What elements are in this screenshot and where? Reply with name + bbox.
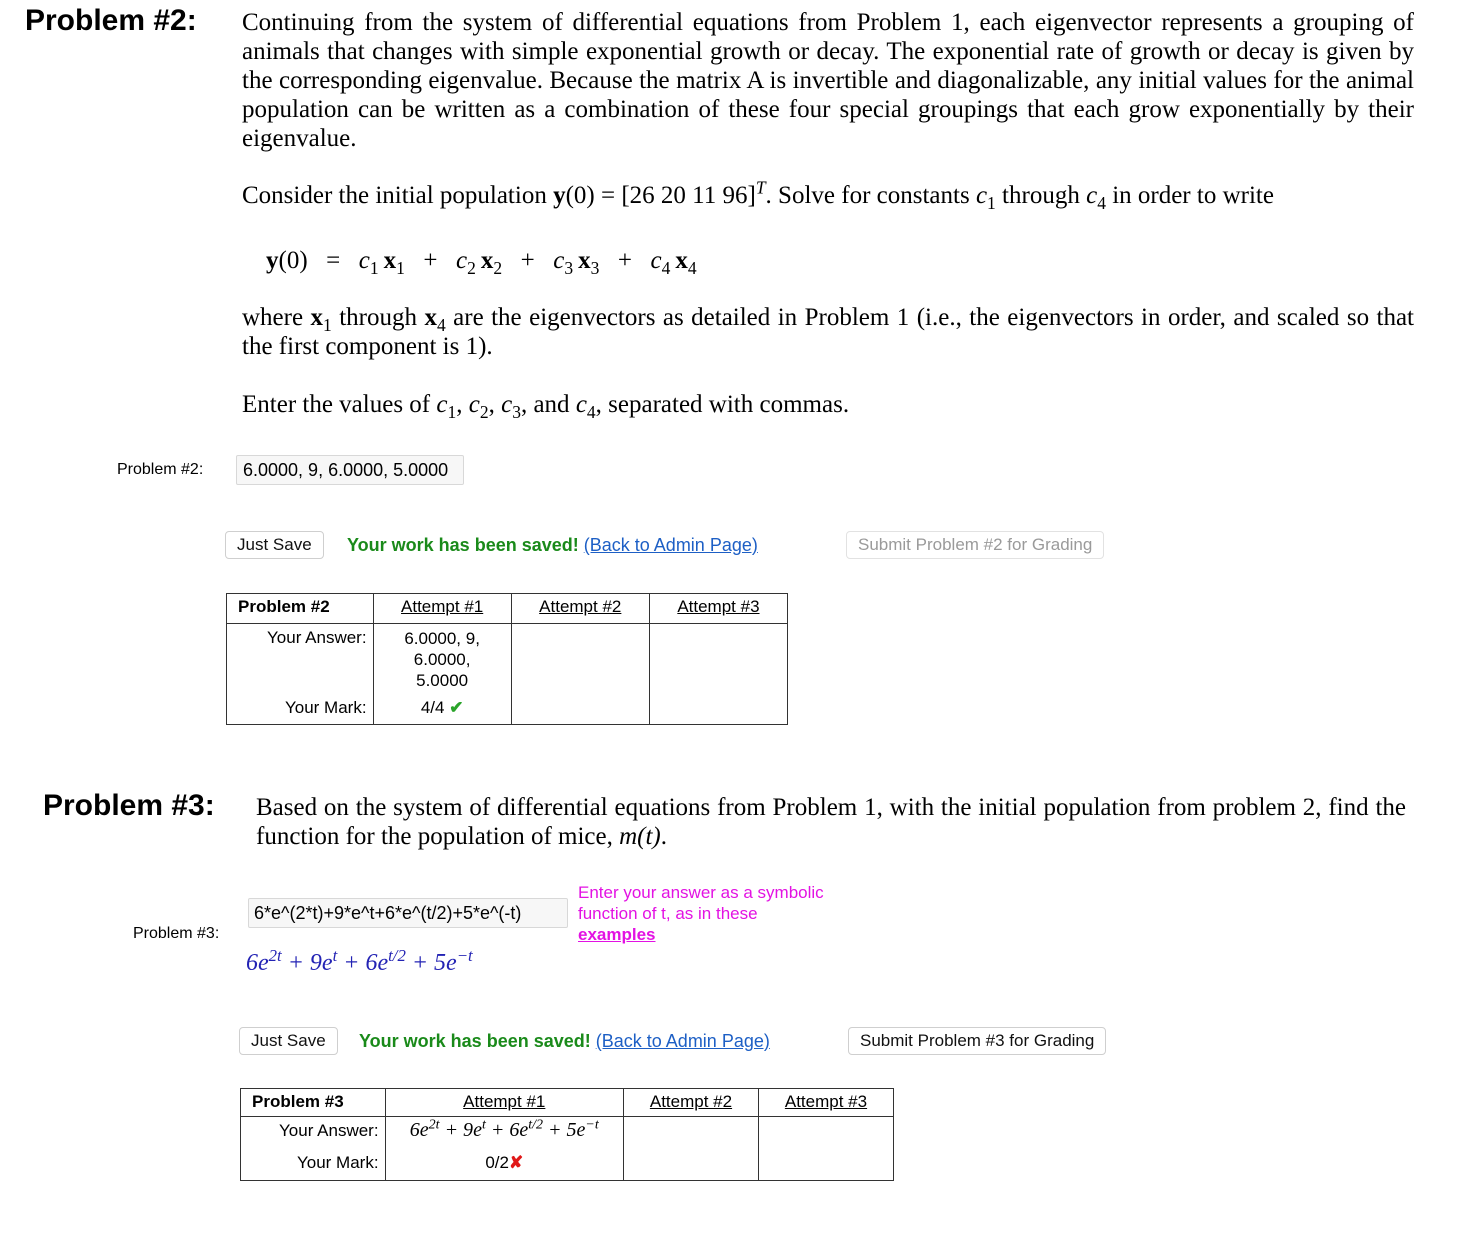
mark-label: Your Mark: [227, 696, 374, 725]
attempt-3-link[interactable]: Attempt #3 [784, 1092, 868, 1111]
check-icon: ✔ [449, 697, 464, 717]
attempt-2-link[interactable]: Attempt #2 [649, 1092, 733, 1111]
text: through [331, 304, 425, 331]
text: and [527, 391, 576, 418]
table-title: Problem #3 [241, 1089, 386, 1117]
problem-2-equation: $y(0) = c_1$ $x_1 + c_2$ $x_2 + c_3$ $x_3 + c_4$ $x_4$ [266, 247, 697, 278]
text: , separated with commas. [595, 391, 850, 418]
saved-message [359, 1031, 770, 1052]
problem-3-heading: Problem #3: [43, 789, 215, 822]
problem-2-instructions: Enter the values of $c_1$, $c_2$, $c_3$, and $c_4$, separated with commas. [242, 391, 850, 422]
answer-label: Your Answer: [227, 624, 374, 696]
problem-2-description [242, 8, 1414, 153]
problem-2-attempts-table [226, 593, 788, 725]
transpose-sup: T [755, 177, 766, 198]
function-m-t: m(t) [619, 823, 661, 850]
problem-2-where: where $x_1$ through $x_4$ are the eigenvectors as detailed in Problem 1 (i.e., the eigenvectors in order, and scaled so that the first component is 1). [242, 304, 1414, 360]
problem-2-initial-population: Consider the initial population y(0) = [26 20 11 96]$^T$. Solve for constants $c_1$ through $c_4$ in order to write [242, 177, 1274, 213]
answer-hint [578, 882, 824, 945]
text: are the eigenvectors as detailed in Problem 1 (i.e., the eigenvectors in order, and scaled so that the first component is 1). [242, 304, 1414, 360]
back-to-admin-link[interactable]: (Back to Admin Page) [595, 1031, 770, 1051]
text: in order to write [1105, 182, 1274, 209]
examples-link[interactable]: examples [578, 925, 656, 944]
problem-3-input-label: Problem #3: [133, 925, 220, 942]
attempt-2-link[interactable]: Attempt #2 [539, 597, 622, 616]
answer-line: 5.0000 [416, 671, 469, 690]
back-to-admin-link[interactable]: (Back to Admin Page) [583, 535, 758, 555]
problem-3-attempts-table [240, 1088, 894, 1181]
attempt-1-mark [385, 1151, 623, 1181]
text: through [995, 182, 1087, 209]
saved-text: Your work has been saved! [347, 535, 579, 555]
problem-3-paragraph: Based on the system of differential equations from Problem 1, with the initial population from problem 2, find the function for the population of mice, [256, 794, 1406, 850]
just-save-button[interactable]: Just Save [225, 531, 324, 559]
attempt-1-answer [373, 624, 511, 696]
problem-2-heading: Problem #2: [25, 4, 197, 37]
rendered-answer-preview: $6e^{2t} + 9e^t + 6e^{t/2} + 5e^{-t}$ [246, 946, 473, 976]
text: where [242, 304, 311, 331]
initial-vector: (0) = [26 20 11 96] [565, 182, 756, 209]
problem-2-paragraph: Continuing from the system of differential equations from Problem 1, each eigenvector represents a grouping of animals that changes with simple exponential growth or decay. The exponential rate of growth or decay is given by the corresponding eigenvalue. Because the matrix A is invertible and diagonalizable, any initial values for the animal population can be written as a combination of these four special groupings that each grow exponentially by their eigenvalue. [242, 9, 1414, 152]
answer-line: 6.0000, [413, 650, 471, 669]
mark-label: Your Mark: [241, 1151, 386, 1181]
problem-3-description: Based on the system of differential equations from Problem 1, with the initial population from problem 2, find the function for the population of mice, m(t). [256, 794, 1406, 850]
answer-line: 6.0000, 9, [404, 629, 480, 648]
saved-text: Your work has been saved! [359, 1031, 591, 1051]
problem-3-answer-input[interactable] [248, 898, 568, 928]
vector-y: y [553, 182, 566, 209]
problem-2-input-label: Problem #2: [117, 461, 204, 478]
attempt-1-link[interactable]: Attempt #1 [401, 597, 484, 616]
attempt-1-mark [373, 696, 511, 725]
mark-value: 0/2 [485, 1152, 509, 1172]
just-save-button[interactable]: Just Save [239, 1027, 338, 1055]
attempt-1-answer: $6e^{2t} + 9e^t + 6e^{t/2} + 5e^{-t}$ [385, 1117, 623, 1151]
table-title: Problem #2 [227, 594, 374, 624]
cross-icon: ✘ [508, 1152, 524, 1172]
text: Enter the values of [242, 391, 437, 418]
text: . Solve for constants [765, 182, 976, 209]
answer-label: Your Answer: [241, 1117, 386, 1151]
mark-value: 4/4 [420, 697, 445, 717]
hint-line: function of t, as in these [578, 904, 758, 923]
text: Consider the initial population [242, 182, 554, 209]
saved-message [347, 535, 758, 556]
problem-2-answer-input[interactable] [236, 455, 464, 485]
submit-problem-2-button[interactable]: Submit Problem #2 for Grading [846, 531, 1104, 559]
attempt-3-link[interactable]: Attempt #3 [677, 597, 760, 616]
hint-line: Enter your answer as a symbolic [578, 883, 824, 902]
attempt-1-link[interactable]: Attempt #1 [463, 1092, 546, 1111]
submit-problem-3-button[interactable]: Submit Problem #3 for Grading [848, 1027, 1106, 1055]
